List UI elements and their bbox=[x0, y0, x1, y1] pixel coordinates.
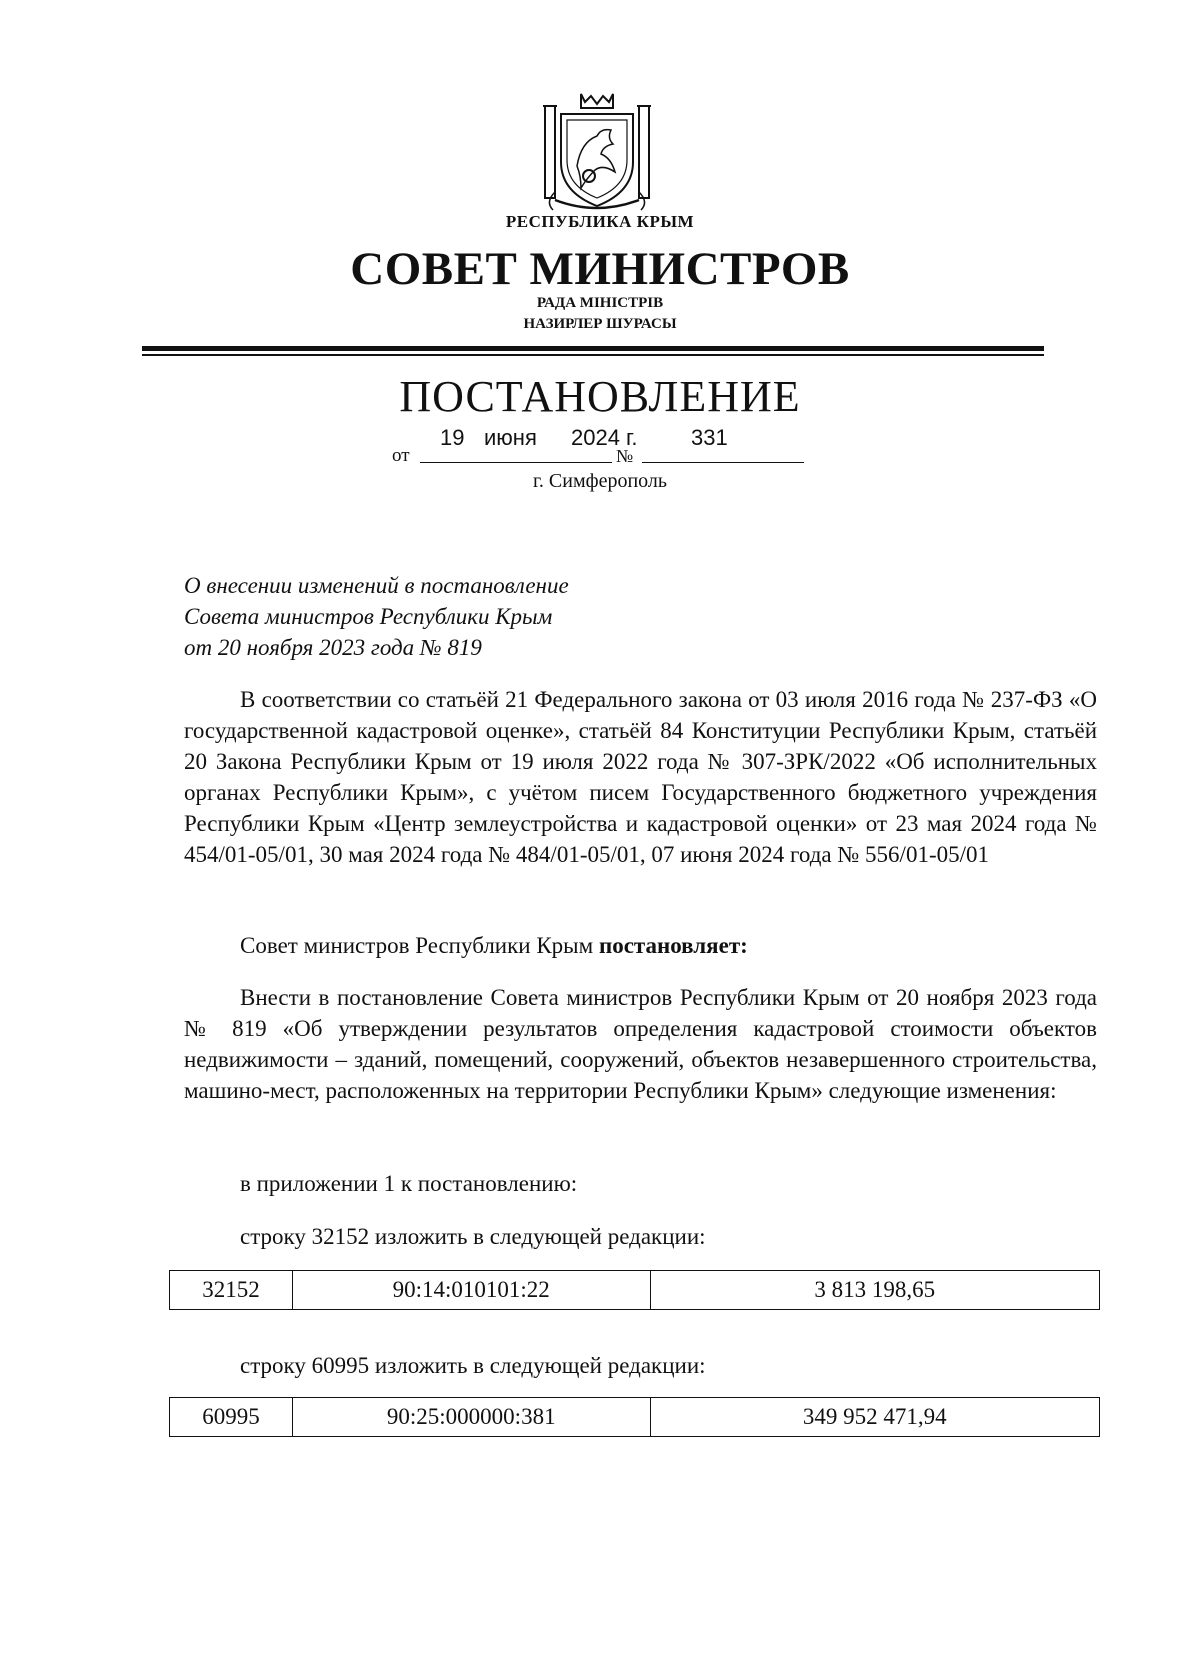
city: г. Симферополь bbox=[532, 470, 668, 492]
title-line: О внесении изменений в постановление bbox=[184, 573, 569, 598]
document-number: 331 bbox=[691, 425, 728, 450]
number-underline bbox=[642, 462, 804, 463]
table-row bbox=[170, 1398, 1100, 1437]
council-name: СОВЕТ МИНИСТРОВ bbox=[350, 243, 850, 295]
amendment-paragraph: Внести в постановление Совета министров Республики Крым от 20 ноября 2023 года № 819 «Об утверждении результатов определения кадастровой стоимости объектов недвижимости – зданий, помещений, сооружений, объектов незавершенного строительства, машино-мест, расположенных на территории Республики Крым» следующие изменения: bbox=[184, 985, 1097, 1103]
council-name-crimean-tatar: НАЗИРЛЕР ШУРАСЫ bbox=[523, 316, 677, 332]
resolve-verb: постановляет: bbox=[598, 933, 748, 958]
resolve-text: Совет министров Республики Крым bbox=[240, 933, 599, 958]
coat-of-arms-icon bbox=[541, 92, 653, 214]
row-number-cell: 32152 bbox=[170, 1271, 293, 1310]
title-line: Совета министров Республики Крым bbox=[184, 604, 553, 629]
row-instruction: строку 60995 изложить в следующей редакции: bbox=[240, 1353, 706, 1378]
number-prefix: № bbox=[616, 446, 634, 466]
table-row bbox=[170, 1271, 1100, 1310]
amended-row-table bbox=[169, 1397, 1100, 1437]
resolve-paragraph bbox=[184, 930, 1097, 961]
cadastral-number-cell: 90:14:010101:22 bbox=[292, 1271, 650, 1310]
cadastral-value-cell: 3 813 198,65 bbox=[650, 1271, 1099, 1310]
council-name-ukrainian: РАДА МІНІСТРІВ bbox=[536, 295, 664, 311]
date-day: 19 bbox=[440, 425, 465, 450]
cadastral-number-cell: 90:25:000000:381 bbox=[292, 1398, 650, 1437]
date-prefix: от bbox=[392, 445, 410, 466]
cadastral-value-cell: 349 952 471,94 bbox=[650, 1398, 1099, 1437]
date-underline bbox=[420, 462, 612, 463]
title-line: от 20 ноября 2023 года № 819 bbox=[184, 635, 482, 660]
header-divider-thin bbox=[142, 354, 1044, 356]
row-number-cell: 60995 bbox=[170, 1398, 293, 1437]
preamble-paragraph: В соответствии со статьёй 21 Федерального закона от 03 июля 2016 года № 237-ФЗ «О государственной кадастровой оценке», статьёй 84 Конституции Республики Крым, статьёй 20 Закона Республики Крым от 19 июля 2022 года № 307-ЗРК/2022 «Об исполнительных органах Республики Крым», с учётом писем Государственного бюджетного учреждения Республики Крым «Центр землеустройства и кадастровой оценки» от 23 мая 2024 года № 454/01-05/01, 30 мая 2024 года № 484/01-05/01, 07 июня 2024 года № 556/01-05/01 bbox=[184, 687, 1097, 867]
header-divider-thick bbox=[142, 346, 1044, 351]
row-instruction: строку 32152 изложить в следующей редакции: bbox=[240, 1224, 706, 1249]
document-type: ПОСТАНОВЛЕНИЕ bbox=[399, 372, 801, 421]
appendix-reference: в приложении 1 к постановлению: bbox=[240, 1171, 578, 1196]
republic-name: РЕСПУБЛИКА КРЫМ bbox=[505, 212, 695, 231]
document-title bbox=[184, 570, 569, 663]
date-month: июня bbox=[484, 425, 537, 450]
amended-row-table bbox=[169, 1270, 1100, 1310]
date-year: 2024 г. bbox=[571, 425, 638, 450]
